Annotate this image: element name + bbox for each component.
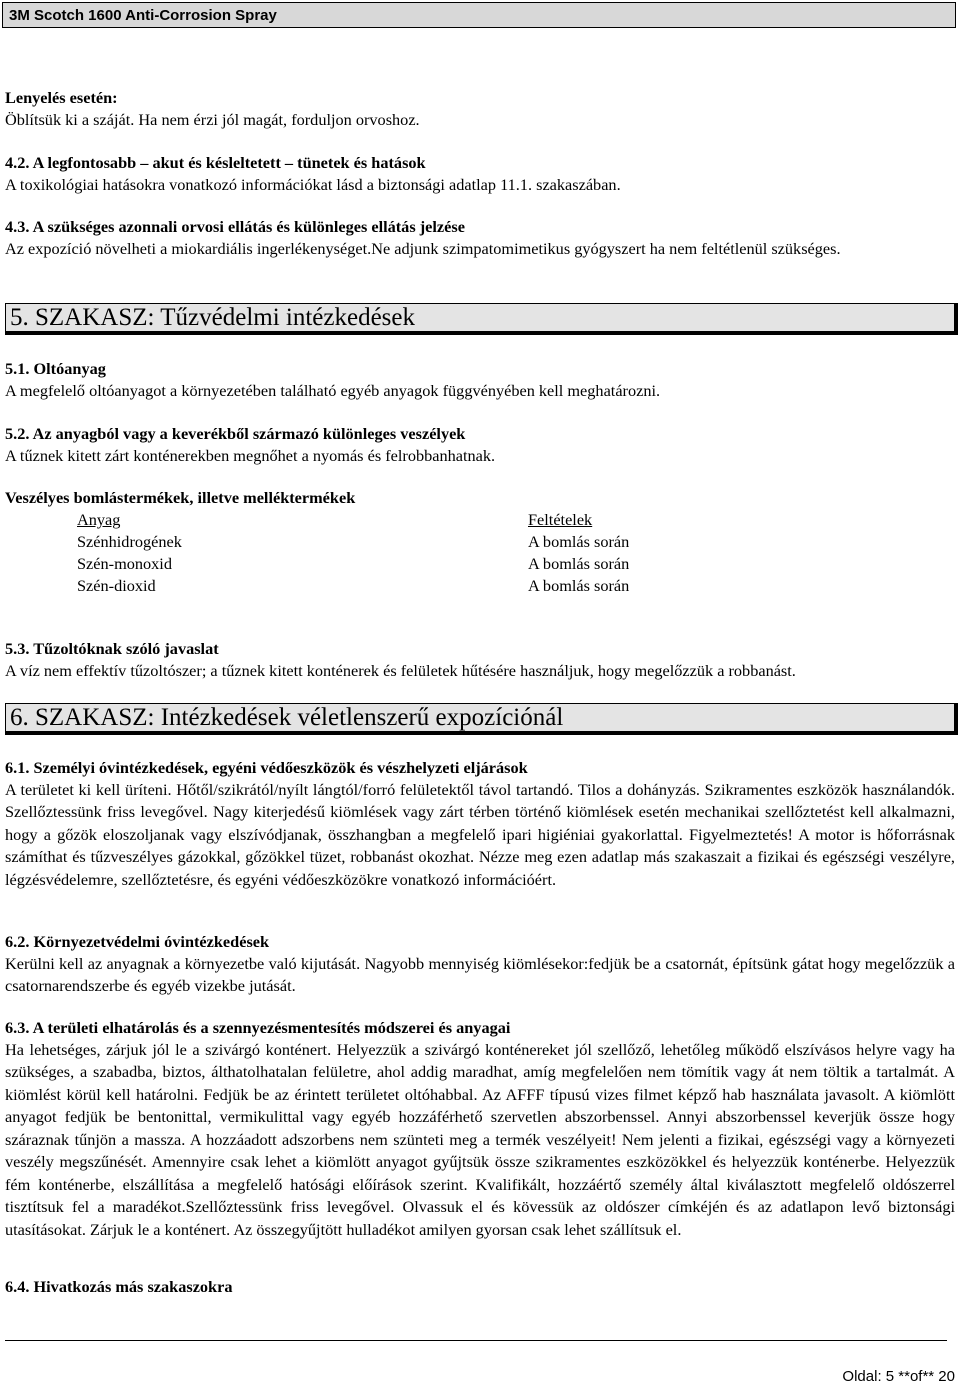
section-5-2 xyxy=(5,423,955,466)
section-6-1-heading: 6.1. Személyi óvintézkedések, egyéni védőeszközök és vészhelyzeti eljárások xyxy=(5,758,528,777)
section-6-1-text: A területet ki kell üríteni. Hőtől/szikrától/nyílt lángtól/forró felületektől távol tartandó. Tilos a dohányzás. Szikramentes eszközök használandók. Szellőztessünk friss levegővel. Nagy kiterjedésű kiömlések vagy zárt térben történő kiömlések esetén mechanikai szellőztetést kell alkalmazni, hogy a gőzök eloszoljanak vagy elszívódjanak, összhangban a megfelelő ipari higiéniai gyakorlattal. Figyelmeztetés! A motor is hőforrásnak számíthat és tűzveszélyes gázokkal, gőzökkel tüzet, robbanást okozhat. Nézze meg ezen adatlap más szakaszait a fizikai és egészségi veszélyre, légzésvédelemre, szellőztetésre, és egyéni védőeszközökre vonatkozó információért. xyxy=(5,779,955,889)
conditions-column xyxy=(528,509,629,597)
section-4-3 xyxy=(5,216,955,259)
section-5-title: 5. SZAKASZ: Tűzvédelmi intézkedések xyxy=(10,304,416,331)
section-6-4 xyxy=(5,1276,955,1298)
section-6-title-box xyxy=(5,703,958,735)
section-5-3-heading: 5.3. Tűzoltóknak szóló javaslat xyxy=(5,639,219,658)
condition-cell: A bomlás során xyxy=(528,554,630,573)
substance-column-header: Anyag xyxy=(77,510,121,529)
section-5-3-text: A víz nem effektív tűzoltószer; a tűznek kitett konténerek és felületek hűtésére használjuk, hogy megelőzzük a robbanást. xyxy=(5,660,796,680)
section-6-2-text: Kerülni kell az anyagnak a környezetbe való kijutását. Nagyobb mennyiség kiömlésekor:fedjük be a csatornát, építsünk gátat hogy megelőzzük a csatornarendszerbe és egyéb vizekbe jutását. xyxy=(5,953,955,995)
ingestion-text: Öblítsük ki a száját. Ha nem érzi jól magát, forduljon orvoshoz. xyxy=(5,109,420,129)
condition-cell: A bomlás során xyxy=(528,576,630,595)
section-4-2-text: A toxikológiai hatásokra vonatkozó információkat lásd a biztonsági adatlap 11.1. szakaszában. xyxy=(5,174,621,194)
section-6-2-heading: 6.2. Környezetvédelmi óvintézkedések xyxy=(5,932,270,951)
section-5-1 xyxy=(5,358,955,401)
section-5-1-text: A megfelelő oltóanyagot a környezetében található egyéb anyagok függvényében kell meghatározni. xyxy=(5,380,661,400)
section-5-title-box xyxy=(5,303,958,335)
section-6-title: 6. SZAKASZ: Intézkedések véletlenszerű expozíciónál xyxy=(10,704,564,731)
conditions-column-header: Feltételek xyxy=(528,510,593,529)
section-5-3 xyxy=(5,638,955,681)
section-6-4-heading: 6.4. Hivatkozás más szakaszokra xyxy=(5,1277,233,1296)
footer-rule xyxy=(5,1340,947,1341)
section-5-1-heading: 5.1. Oltóanyag xyxy=(5,359,106,378)
substance-cell: Szénhidrogének xyxy=(77,532,182,551)
ingestion-heading: Lenyelés esetén: xyxy=(5,88,118,107)
section-6-2 xyxy=(5,931,955,998)
section-6-3-text: Ha lehetséges, zárjuk jól le a szivárgó konténert. Helyezzük a szivárgó konténereket jól szellőző, lehetőleg működő elszívásos helyre vagy ha szükséges, a szabadba, biztos, álthatolhatalan felületre, ahol addig maradhat, amíg megfelelően nem tömítik vagy át nem töltik a tartalmát. A kiömlést körül kell határolni. Fedjük be az érintett területet oltóhabbal. Az AFFF típusú vizes filmet képző hab használata javasolt. A kiömlött anyagot fedjük be bentonittal, vermikulittal vagy egyéb hozzáférhető szervetlen abszorbenssel. Annyi abszorbenssel keverjük össze hogy száraznak tűnjön a massza. A hozzáadott adszorbens nem szünteti meg a termék veszélyeit! Nem jelenti a fizikai, egészségi vagy a környezeti veszély megszűnését. Amennyire csak lehet a kiömlött anyagot gyűjtsük össze szikramentes eszközökkel és helyezzük konténerbe. Helyezzük fém konténerbe, elszállítása a megfelelő hatósági előírások szerint. Kvalifikált, hozzáértő személy által kiválasztott megfelelő oldószerrel tisztítsuk fel a maradékot.Szellőztessünk friss levegővel. Olvassuk el és kövessük az oldószer címkéjén és az adatlapon levő biztonsági utasításokat. Zárjuk le a konténert. Az összegyűjtött hulladékot amilyen gyorsan csak lehet szállítsuk el. xyxy=(5,1039,955,1239)
section-6-3-heading: 6.3. A területi elhatárolás és a szennyezésmentesítés módszerei és anyagai xyxy=(5,1018,511,1037)
document-header xyxy=(2,2,956,28)
section-4-2-heading: 4.2. A legfontosabb – akut és késleltetett – tünetek és hatások xyxy=(5,153,426,172)
substance-cell: Szén-monoxid xyxy=(77,554,172,573)
section-5-2-heading: 5.2. Az anyagból vagy a keverékből származó különleges veszélyek xyxy=(5,424,466,443)
section-4-3-text: Az expozíció növelheti a miokardiális ingerlékenységet.Ne adjunk szimpatomimetikus gyógyszert ha nem feltétlenül szükséges. xyxy=(5,238,841,258)
substance-column xyxy=(77,509,182,597)
decomposition-heading: Veszélyes bomlástermékek, illetve melléktermékek xyxy=(5,488,356,507)
section-4-2 xyxy=(5,152,955,195)
section-6-1 xyxy=(5,757,955,891)
product-title: 3M Scotch 1600 Anti-Corrosion Spray xyxy=(9,7,277,24)
ingestion-block xyxy=(5,87,955,130)
decomposition-heading-block xyxy=(5,487,955,509)
section-5-2-text: A tűznek kitett zárt konténerekben megnőhet a nyomás és felrobbanhatnak. xyxy=(5,445,496,465)
substance-cell: Szén-dioxid xyxy=(77,576,156,595)
page-number: Oldal: 5 **of** 20 xyxy=(842,1368,955,1385)
condition-cell: A bomlás során xyxy=(528,532,630,551)
section-4-3-heading: 4.3. A szükséges azonnali orvosi ellátás és különleges ellátás jelzése xyxy=(5,217,465,236)
section-6-3 xyxy=(5,1017,955,1241)
